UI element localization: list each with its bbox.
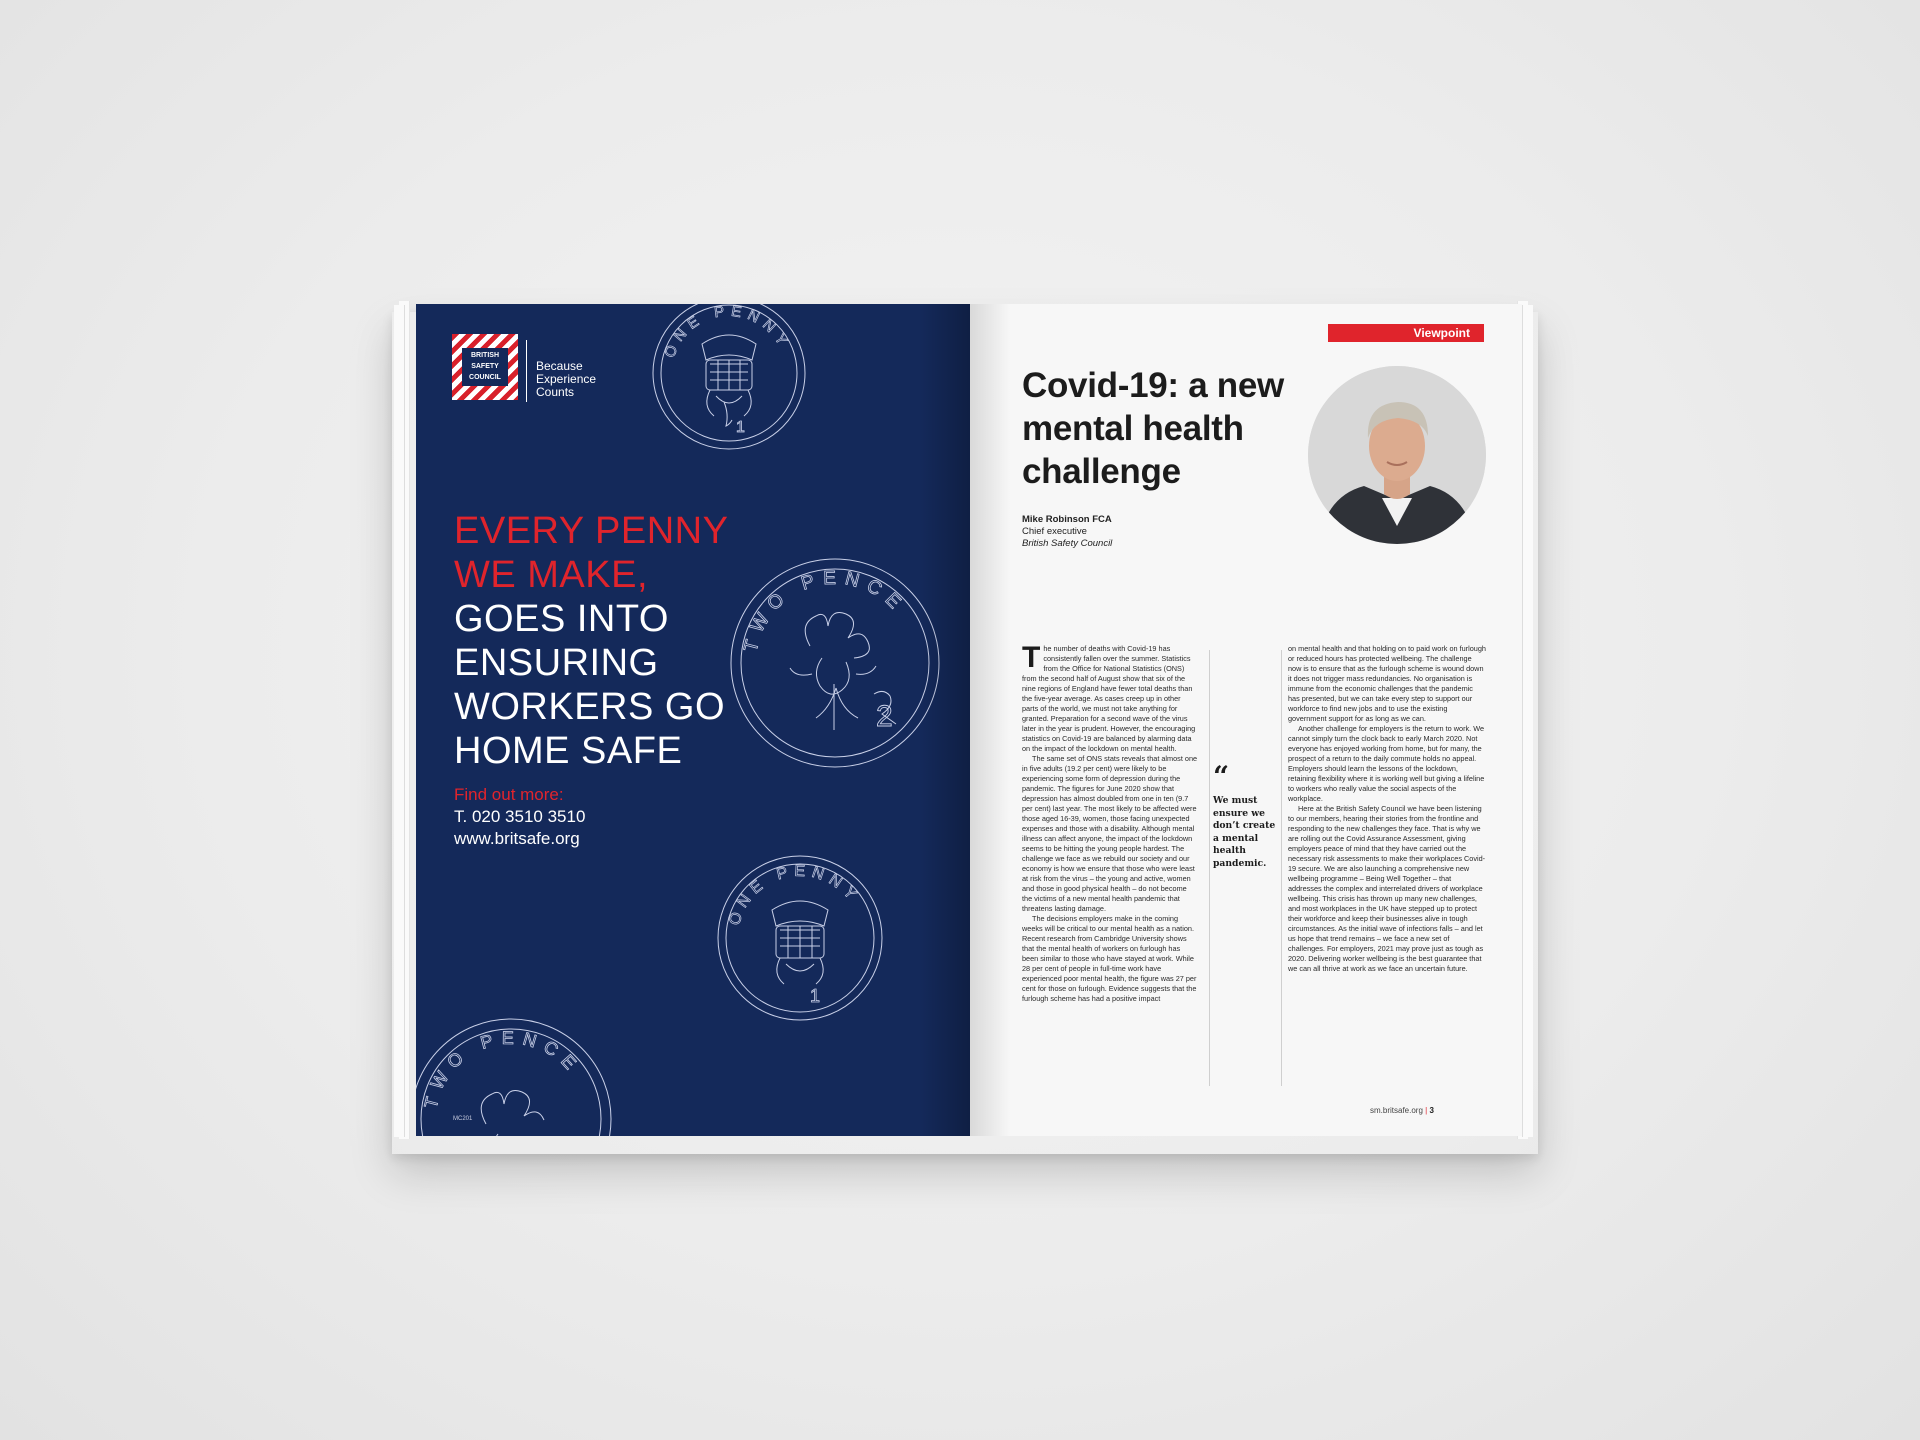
coin-numeral: 1 — [736, 419, 745, 436]
author-photo-icon — [1308, 366, 1486, 544]
headline-line: GOES INTO — [454, 598, 669, 640]
website-link[interactable]: www.britsafe.org — [454, 829, 580, 848]
paragraph: The same set of ONS stats reveals that almost one in five adults (19.2 per cent) were likely to be experiencing some form of depression during the pandemic. The figures for June 2020 show that depression has almost doubled from one in ten (9.7 per cent) last year. The most likely to be affected were those aged 16-39, women, those facing unexpected expenses and those with a disability. Although mental illness can affect anyone, the impact of the lockdown seems to be hitting the young people hardest. The challenge we face as we rebuild our society and our economy is how we ensure that those who were least at risk from the virus – the young and active, women and those in good physical health – do not become the victims of a new mental health pandemic that threatens lasting damage. — [1022, 754, 1198, 913]
footer-separator: | — [1425, 1106, 1428, 1115]
coin-numeral: 1 — [810, 986, 821, 1006]
tagline-line: Experience — [536, 372, 597, 386]
author-portrait — [1308, 366, 1486, 544]
headline-line: ENSURING — [454, 642, 659, 684]
spine-shadow — [920, 304, 970, 1136]
article-page — [970, 304, 1522, 1136]
page-footer — [1370, 1106, 1434, 1115]
svg-text:ONE PENNY — [661, 304, 793, 360]
one-penny-coin-icon — [714, 852, 886, 1024]
find-out-label: Find out more: — [454, 785, 564, 804]
author-organisation: British Safety Council — [1022, 538, 1113, 549]
svg-text:TWO PENCE — [741, 568, 911, 654]
footer-url[interactable]: sm.britsafe.org — [1370, 1106, 1423, 1115]
paragraph: Another challenge for employers is the return to work. We cannot simply turn the clock back to early March 2020. Not everyone has enjoyed working from home, but for many, the prospect of a return to the daily commute holds no appeal. Employers should learn the lessons of the lockdown, retaining flexibility where it is working well but giving a lifeline to workers who really value the social aspects of the workplace. — [1288, 724, 1485, 803]
article-column-1 — [1022, 641, 1198, 1004]
headline-line: EVERY PENNY — [454, 510, 729, 552]
paragraph: Here at the British Safety Council we have been listening to our members, hearing their stories from the frontline and responding to the new challenges they face. That is why we are rolling out the Covid Assurance Assessment, giving employers peace of mind that they have carried out the necessary risk assessments to make their workplaces Covid-19 secure. We are also launching a comprehensive new wellbeing programme – Being Well Together – that addresses the complex and interrelated drivers of workplace wellbeing. This crisis has thrown up many new challenges, and most workplaces in the UK have stepped up to protect their workforce and keep their businesses alive in tough circumstances. As the initial wave of infections falls – and let us hope that trend remains – we face a new set of challenges. For employers, 2021 may prove just as tough as 2020. Delivering worker wellbeing is the best guarantee that we can all thrive at work as we face an uncertain future. — [1288, 804, 1486, 973]
british-safety-council-logo — [452, 334, 518, 400]
drop-cap: T — [1022, 641, 1041, 674]
advert-headline — [454, 509, 728, 773]
coin-legend: TWO PENCE — [740, 567, 911, 655]
section-tag: Viewpoint — [1328, 324, 1484, 342]
quote-mark-icon: “ — [1213, 760, 1230, 793]
svg-text:ONE PENNY — [726, 863, 863, 928]
article-title: Covid-19: a new mental health challenge — [1022, 366, 1284, 491]
author-name: Mike Robinson FCA — [1022, 514, 1112, 525]
page-stack-right — [1522, 305, 1533, 1137]
page-stack-left — [394, 305, 405, 1137]
headline-line: WORKERS GO — [454, 686, 726, 728]
advert-page — [416, 304, 970, 1136]
paragraph: he number of deaths with Covid-19 has consistently fallen over the summer. Statistics from the Office for National Statistics (ONS) from the second half of August show that six of the nine regions of England have fewer total deaths than the five-year average. As cases creep up in other parts of the world, we must not take anything for granted. Preparation for a second wave of the virus later in the year is prudent. However, the encouraging statistics on Covid-19 are balanced by alarming data on the impact of the lockdown on mental health. — [1022, 644, 1196, 753]
two-pence-coin-icon — [726, 554, 944, 772]
headline-line: HOME SAFE — [454, 730, 683, 772]
paragraph: The decisions employers make in the coming weeks will be critical to our mental health as a nation. Recent research from Cambridge University shows that the mental health of workers on furlough has been similar to those who have stayed at work. While 28 per cent of people in full-time work have experienced poor mental health, the figure was 27 per cent for those on furlough. Evidence suggests that the furlough scheme has had a positive impact — [1022, 914, 1197, 1003]
logo-tagline — [536, 360, 596, 399]
headline-line: WE MAKE, — [454, 554, 649, 596]
pull-quote: We must ensure we don’t create a mental health pandemic. — [1213, 795, 1276, 869]
logo-divider — [526, 340, 527, 402]
coin-numeral: 2 — [876, 700, 893, 733]
author-role: Chief executive — [1022, 526, 1087, 537]
logo-text: BRITISH — [471, 352, 499, 359]
coin-legend: ONE PENNY — [661, 302, 794, 361]
column-rule — [1281, 650, 1282, 1086]
advert-code: MC201 — [453, 1116, 473, 1122]
two-pence-coin-icon — [416, 1014, 616, 1136]
logo-text: SAFETY — [471, 363, 499, 370]
coin-legend: TWO PENCE — [420, 1027, 586, 1111]
phone-number[interactable]: T. 020 3510 3510 — [454, 807, 586, 826]
page-number: 3 — [1429, 1106, 1434, 1115]
paragraph: on mental health and that holding on to paid work on furlough or reduced hours has protected wellbeing. The challenge now is to ensure that as the furlough scheme is wound down it does not trigger mass redundancies. No organisation is immune from the economic challenges that the pandemic has presented, but we can take every step to support our workforce to find new jobs and to use the existing government support for as long as we can. — [1288, 644, 1486, 723]
column-rule — [1209, 650, 1210, 1086]
logo-text: COUNCIL — [469, 374, 501, 381]
one-penny-coin-icon — [650, 304, 808, 452]
coin-legend: ONE PENNY — [726, 862, 864, 928]
advert-contact — [454, 784, 585, 850]
byline — [1022, 514, 1112, 550]
spine-shadow — [970, 304, 1010, 1136]
tagline-line: Because — [536, 359, 583, 373]
article-column-2 — [1288, 644, 1486, 974]
tagline-line: Counts — [536, 385, 575, 399]
